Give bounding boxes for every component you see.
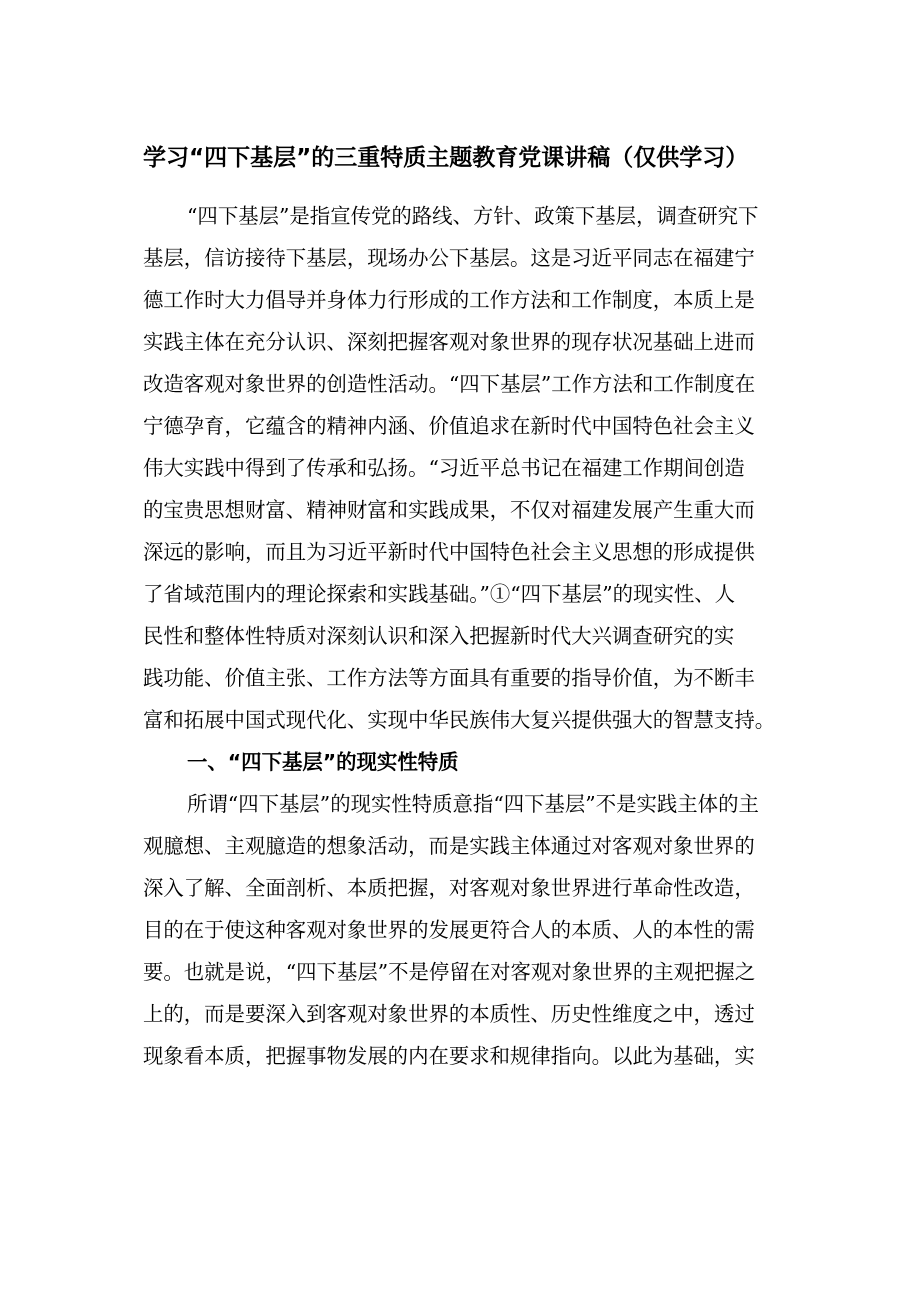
- paragraph-1-line: “四下基层”是指宣传党的路线、方针、政策下基层，调查研究下: [187, 204, 759, 228]
- paragraph-2-line: 要。也就是说，“四下基层”不是停留在对客观对象世界的主观把握之: [143, 960, 756, 984]
- paragraph-1-line: 富和拓展中国式现代化、实现中华民族伟大复兴提供强大的智慧支持。: [143, 708, 776, 732]
- paragraph-1-line: 民性和整体性特质对深刻认识和深入把握新时代大兴调查研究的实: [143, 624, 735, 648]
- paragraph-1-line: 伟大实践中得到了传承和弘扬。“习近平总书记在福建工作期间创造: [143, 456, 745, 480]
- paragraph-2-line: 现象看本质，把握事物发展的内在要求和规律指向。以此为基础，实: [143, 1044, 755, 1068]
- paragraph-1-line: 改造客观对象世界的创造性活动。“四下基层”工作方法和工作制度在: [143, 372, 756, 396]
- section-heading: 一、“四下基层”的现实性特质: [187, 750, 459, 774]
- paragraph-1-line: 实践主体在充分认识、深刻把握客观对象世界的现存状况基础上进而: [143, 330, 755, 354]
- paragraph-1-line: 宁德孕育，它蕴含的精神内涵、价值追求在新时代中国特色社会主义: [143, 414, 755, 438]
- paragraph-2-line: 目的在于使这种客观对象世界的发展更符合人的本质、人的本性的需: [143, 918, 755, 942]
- document-title: 学习“四下基层”的三重特质主题教育党课讲稿（仅供学习）: [143, 145, 749, 171]
- paragraph-2-line: 所谓“四下基层”的现实性特质意指“四下基层”不是实践主体的主: [187, 792, 759, 816]
- paragraph-1-line: 深远的影响，而且为习近平新时代中国特色社会主义思想的形成提供: [143, 540, 755, 564]
- paragraph-1-line: 了省域范围内的理论探索和实践基础。”①“四下基层”的现实性、人: [143, 582, 736, 606]
- paragraph-2-line: 观臆想、主观臆造的想象活动，而是实践主体通过对客观对象世界的: [143, 834, 755, 858]
- paragraph-2-line: 上的，而是要深入到客观对象世界的本质性、历史性维度之中，透过: [143, 1002, 755, 1026]
- paragraph-1-line: 德工作时大力倡导并身体力行形成的工作方法和工作制度，本质上是: [143, 288, 755, 312]
- paragraph-2-line: 深入了解、全面剖析、本质把握，对客观对象世界进行革命性改造，: [143, 876, 755, 900]
- paragraph-1-line: 的宝贵思想财富、精神财富和实践成果，不仅对福建发展产生重大而: [143, 498, 755, 522]
- paragraph-1-line: 践功能、价值主张、工作方法等方面具有重要的指导价值，为不断丰: [143, 666, 755, 690]
- paragraph-1-line: 基层，信访接待下基层，现场办公下基层。这是习近平同志在福建宁: [143, 246, 755, 270]
